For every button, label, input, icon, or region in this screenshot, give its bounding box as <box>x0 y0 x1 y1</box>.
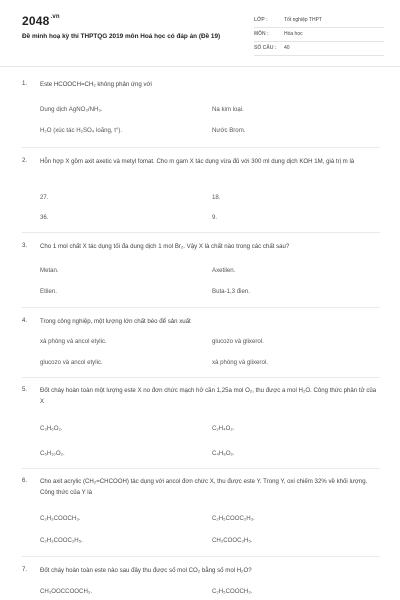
question-text: Cho axit acrylic (CH₂=CHCOOH) tác dụng với ancol đơn chức X, thu được este Y. Trong Y, oxi chiếm 32% về khối lượng. Công thức của Y là <box>40 478 368 496</box>
option-c[interactable]: 36. <box>40 214 49 221</box>
option-a[interactable]: CH₃OOCCOOCH₃. <box>40 588 93 595</box>
question-number: 6. <box>22 477 28 484</box>
option-b[interactable]: C₂H₄O₂. <box>212 425 235 432</box>
question-divider <box>22 377 380 378</box>
question-divider <box>22 147 380 148</box>
question-text: Este HCOOCH=CH₂ không phản ứng với <box>40 81 152 88</box>
option-a[interactable]: Dung dịch AgNO₃/NH₃. <box>40 106 103 113</box>
question-text: Cho 1 mol chất X tác dụng tối đa dung dịch 1 mol Br₂. Vậy X là chất nào trong các chất sau? <box>40 243 290 250</box>
option-b[interactable]: C₂H₅COOC₂H₃. <box>212 515 255 522</box>
option-b[interactable]: Axetilen. <box>212 267 236 274</box>
meta-value[interactable]: Tốt nghiệp THPT <box>284 17 322 23</box>
option-d[interactable]: CH₃COOC₂H₅. <box>212 537 253 544</box>
question-number: 4. <box>22 317 28 324</box>
option-d[interactable]: C₄H₈O₂. <box>212 450 235 457</box>
option-c[interactable]: H₂O (xúc tác H₂SO₄ loãng, t°). <box>40 127 123 134</box>
option-c[interactable]: C₂H₃COOC₂H₅. <box>40 537 83 544</box>
option-c[interactable]: glucozo và ancol etylic. <box>40 359 103 366</box>
question-number: 2. <box>22 157 28 164</box>
option-c[interactable]: C₅H₁₀O₂. <box>40 450 65 457</box>
option-a[interactable]: Metan. <box>40 267 59 274</box>
meta-value[interactable]: Hóa học <box>284 31 303 37</box>
option-a[interactable]: C₂H₃COOCH₃. <box>40 515 81 522</box>
question-number: 1. <box>22 80 28 87</box>
option-d[interactable]: 9. <box>212 214 218 221</box>
option-a[interactable]: 27. <box>40 194 49 201</box>
option-b[interactable]: C₂H₅COOCH₃. <box>212 588 253 595</box>
option-d[interactable]: Buta-1,3 đien. <box>212 288 250 295</box>
meta-value: 40 <box>284 45 290 51</box>
meta-label: SỐ CÂU : <box>254 45 277 51</box>
meta-label: MÔN : <box>254 31 269 37</box>
meta-label: LỚP : <box>254 17 268 23</box>
meta-count <box>254 42 384 56</box>
question-divider <box>22 556 380 557</box>
option-b[interactable]: 18. <box>212 194 221 201</box>
option-b[interactable]: Na kim loại. <box>212 106 244 113</box>
question-number: 7. <box>22 566 28 573</box>
option-d[interactable]: Nước Brom. <box>212 127 246 134</box>
question-text: Đốt cháy hoàn toàn este nào sau đây thu được số mol CO₂ bằng số mol H₂O? <box>40 567 252 574</box>
question-divider <box>22 468 380 469</box>
header-divider <box>0 66 400 67</box>
question-text: Đốt cháy hoàn toàn một lượng este X no đơn chức mạch hở cần 1,25a mol O₂, thu được a mol H₂O. Công thức phân tử của X <box>40 387 377 405</box>
question-text: Hỗn hợp X gồm axit axetic và metyl fomat. Cho m gam X tác dụng vừa đủ với 300 ml dung dịch KOH 1M, giá trị m là <box>40 158 355 165</box>
question-number: 5. <box>22 386 28 393</box>
option-a[interactable]: xà phòng và ancol etylic. <box>40 338 107 345</box>
option-b[interactable]: glucozo và glixerol. <box>212 338 264 345</box>
question-text: Trong công nghiệp, một lượng lớn chất béo để sản xuất <box>40 318 191 325</box>
question-divider <box>22 307 380 308</box>
question-divider <box>22 232 380 233</box>
exam-title: Đề minh hoạ kỳ thi THPTQG 2019 môn Hoá học có đáp án (Đề 19) <box>22 33 221 40</box>
meta-box <box>254 14 384 56</box>
question-number: 3. <box>22 242 28 249</box>
meta-subject <box>254 28 384 42</box>
option-a[interactable]: C₃H₆O₂. <box>40 425 63 432</box>
option-d[interactable]: xà phòng và glixerol. <box>212 359 268 366</box>
site-logo[interactable]: $2048^{.vn}$ <box>22 14 60 28</box>
header <box>0 0 400 62</box>
option-c[interactable]: Etilen. <box>40 288 57 295</box>
meta-class <box>254 14 384 28</box>
